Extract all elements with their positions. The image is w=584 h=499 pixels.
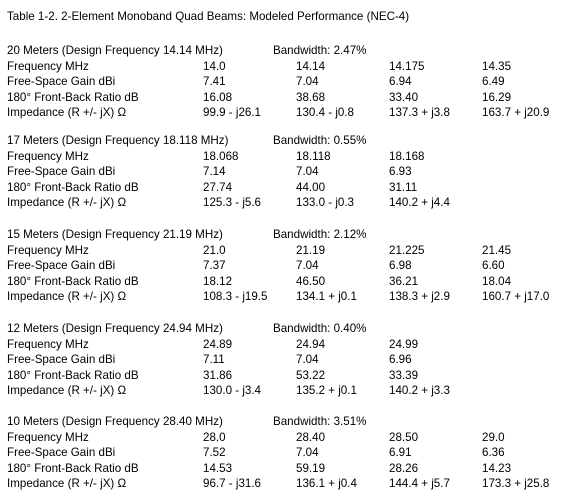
band-section [7, 43, 584, 121]
table-cell: 28.50 [389, 430, 419, 444]
row-label: Impedance (R +/- jX) Ω [7, 290, 127, 303]
row-label: Impedance (R +/- jX) Ω [7, 196, 127, 209]
table-cell: 7.04 [296, 353, 319, 366]
table-cell: 6.98 [389, 259, 412, 272]
table-cell: 7.04 [296, 446, 319, 459]
table-title: Table 1-2. 2-Element Monoband Quad Beams: Modeled Performance (NEC-4) [7, 10, 410, 23]
table-cell: 138.3 + j2.9 [389, 290, 450, 303]
row-label: Impedance (R +/- jX) Ω [7, 106, 127, 119]
impedance-row [7, 383, 584, 399]
row-label: Free-Space Gain dBi [7, 75, 116, 88]
front-back-row [7, 90, 584, 106]
table-cell: 130.0 - j3.4 [203, 384, 262, 397]
table-cell: 28.40 [296, 430, 326, 444]
band-heading: 10 Meters (Design Frequency 28.40 MHz) [7, 415, 223, 428]
table-cell: 136.1 + j0.4 [296, 477, 357, 490]
front-back-row [7, 180, 584, 196]
band-heading-row [7, 133, 584, 149]
table-cell: 6.96 [389, 353, 412, 366]
bandwidth-value: Bandwidth: 2.12% [273, 228, 367, 241]
table-cell: 27.74 [203, 180, 233, 194]
table-cell: 6.36 [482, 446, 505, 459]
table-cell: 6.91 [389, 446, 412, 459]
table-cell: 99.9 - j26.1 [203, 106, 262, 119]
gain-row [7, 74, 584, 90]
table-cell: 24.94 [296, 337, 326, 351]
row-label: Frequency MHz [7, 337, 89, 351]
front-back-row [7, 461, 584, 477]
table-cell: 31.11 [389, 180, 418, 194]
row-label: Frequency MHz [7, 59, 89, 73]
band-section [7, 227, 584, 305]
table-cell: 14.14 [296, 59, 326, 73]
row-label: Impedance (R +/- jX) Ω [7, 384, 127, 397]
table-cell: 14.175 [389, 59, 425, 73]
table-cell: 21.45 [482, 243, 512, 257]
band-heading-row [7, 414, 584, 430]
frequency-row [7, 59, 584, 75]
band-section [7, 133, 584, 211]
table-cell: 7.11 [203, 353, 225, 366]
table-cell: 133.0 - j0.3 [296, 196, 355, 209]
band-heading: 15 Meters (Design Frequency 21.19 MHz) [7, 228, 223, 241]
table-cell: 6.49 [482, 75, 505, 88]
table-cell: 7.04 [296, 75, 319, 88]
table-cell: 140.2 + j3.3 [389, 384, 450, 397]
table-cell: 14.23 [482, 461, 512, 475]
bandwidth-value: Bandwidth: 0.55% [273, 134, 367, 147]
row-label: Impedance (R +/- jX) Ω [7, 477, 127, 490]
table-cell: 59.19 [296, 461, 326, 475]
table-cell: 46.50 [296, 274, 326, 288]
gain-row [7, 352, 584, 368]
band-heading: 12 Meters (Design Frequency 24.94 MHz) [7, 322, 223, 335]
table-cell: 44.00 [296, 180, 326, 194]
frequency-row [7, 243, 584, 259]
table-cell: 33.39 [389, 368, 419, 382]
table-cell: 21.225 [389, 243, 425, 257]
table-cell: 28.26 [389, 461, 419, 475]
frequency-row [7, 430, 584, 446]
table-cell: 173.3 + j25.8 [482, 477, 550, 490]
row-label: 180° Front-Back Ratio dB [7, 461, 139, 475]
band-heading: 20 Meters (Design Frequency 14.14 MHz) [7, 44, 223, 57]
row-label: Free-Space Gain dBi [7, 446, 116, 459]
gain-row [7, 164, 584, 180]
table-cell: 21.0 [203, 243, 226, 257]
table-cell: 7.04 [296, 259, 319, 272]
bandwidth-value: Bandwidth: 0.40% [273, 322, 367, 335]
row-label: 180° Front-Back Ratio dB [7, 274, 139, 288]
table-cell: 7.14 [203, 165, 226, 178]
table-cell: 36.21 [389, 274, 419, 288]
table-cell: 6.60 [482, 259, 505, 272]
table-cell: 7.41 [203, 75, 226, 88]
table-cell: 134.1 + j0.1 [296, 290, 357, 303]
table-cell: 14.53 [203, 461, 233, 475]
table-cell: 18.168 [389, 149, 425, 163]
bandwidth-value: Bandwidth: 2.47% [273, 44, 367, 57]
table-cell: 16.08 [203, 90, 233, 104]
band-heading-row [7, 43, 584, 59]
table-cell: 7.04 [296, 165, 319, 178]
table-cell: 96.7 - j31.6 [203, 477, 262, 490]
row-label: Free-Space Gain dBi [7, 353, 116, 366]
gain-row [7, 258, 584, 274]
frequency-row [7, 337, 584, 353]
row-label: 180° Front-Back Ratio dB [7, 180, 139, 194]
table-cell: 14.35 [482, 59, 512, 73]
table-cell: 14.0 [203, 59, 226, 73]
table-cell: 28.0 [203, 430, 226, 444]
table-cell: 29.0 [482, 430, 505, 444]
impedance-row [7, 195, 584, 211]
row-label: 180° Front-Back Ratio dB [7, 368, 139, 382]
table-cell: 33.40 [389, 90, 419, 104]
table-cell: 16.29 [482, 90, 512, 104]
row-label: Free-Space Gain dBi [7, 259, 116, 272]
table-cell: 144.4 + j5.7 [389, 477, 450, 490]
band-section [7, 321, 584, 399]
table-cell: 108.3 - j19.5 [203, 290, 268, 303]
table-cell: 18.04 [482, 274, 512, 288]
table-cell: 18.068 [203, 149, 239, 163]
table-cell: 18.12 [203, 274, 233, 288]
gain-row [7, 445, 584, 461]
table-cell: 125.3 - j5.6 [203, 196, 262, 209]
band-heading-row [7, 227, 584, 243]
table-cell: 160.7 + j17.0 [482, 290, 550, 303]
table-cell: 140.2 + j4.4 [389, 196, 450, 209]
band-section [7, 414, 584, 492]
table-cell: 7.52 [203, 446, 226, 459]
table-cell: 7.37 [203, 259, 226, 272]
impedance-row [7, 105, 584, 121]
table-cell: 31.86 [203, 368, 233, 382]
table-cell: 137.3 + j3.8 [389, 106, 450, 119]
row-label: 180° Front-Back Ratio dB [7, 90, 139, 104]
bandwidth-value: Bandwidth: 3.51% [273, 415, 367, 428]
table-cell: 53.22 [296, 368, 326, 382]
table-cell: 6.93 [389, 165, 412, 178]
table-cell: 163.7 + j20.9 [482, 106, 550, 119]
front-back-row [7, 274, 584, 290]
table-cell: 24.99 [389, 337, 419, 351]
band-heading-row [7, 321, 584, 337]
frequency-row [7, 149, 584, 165]
front-back-row [7, 368, 584, 384]
row-label: Frequency MHz [7, 243, 89, 257]
table-cell: 38.68 [296, 90, 326, 104]
table-cell: 21.19 [296, 243, 326, 257]
impedance-row [7, 476, 584, 492]
impedance-row [7, 289, 584, 305]
table-cell: 24.89 [203, 337, 233, 351]
band-heading: 17 Meters (Design Frequency 18.118 MHz) [7, 134, 229, 147]
table-cell: 18.118 [296, 149, 331, 163]
row-label: Frequency MHz [7, 149, 89, 163]
table-cell: 130.4 - j0.8 [296, 106, 355, 119]
table-cell: 6.94 [389, 75, 412, 88]
row-label: Frequency MHz [7, 430, 89, 444]
table-cell: 135.2 + j0.1 [296, 384, 357, 397]
row-label: Free-Space Gain dBi [7, 165, 116, 178]
